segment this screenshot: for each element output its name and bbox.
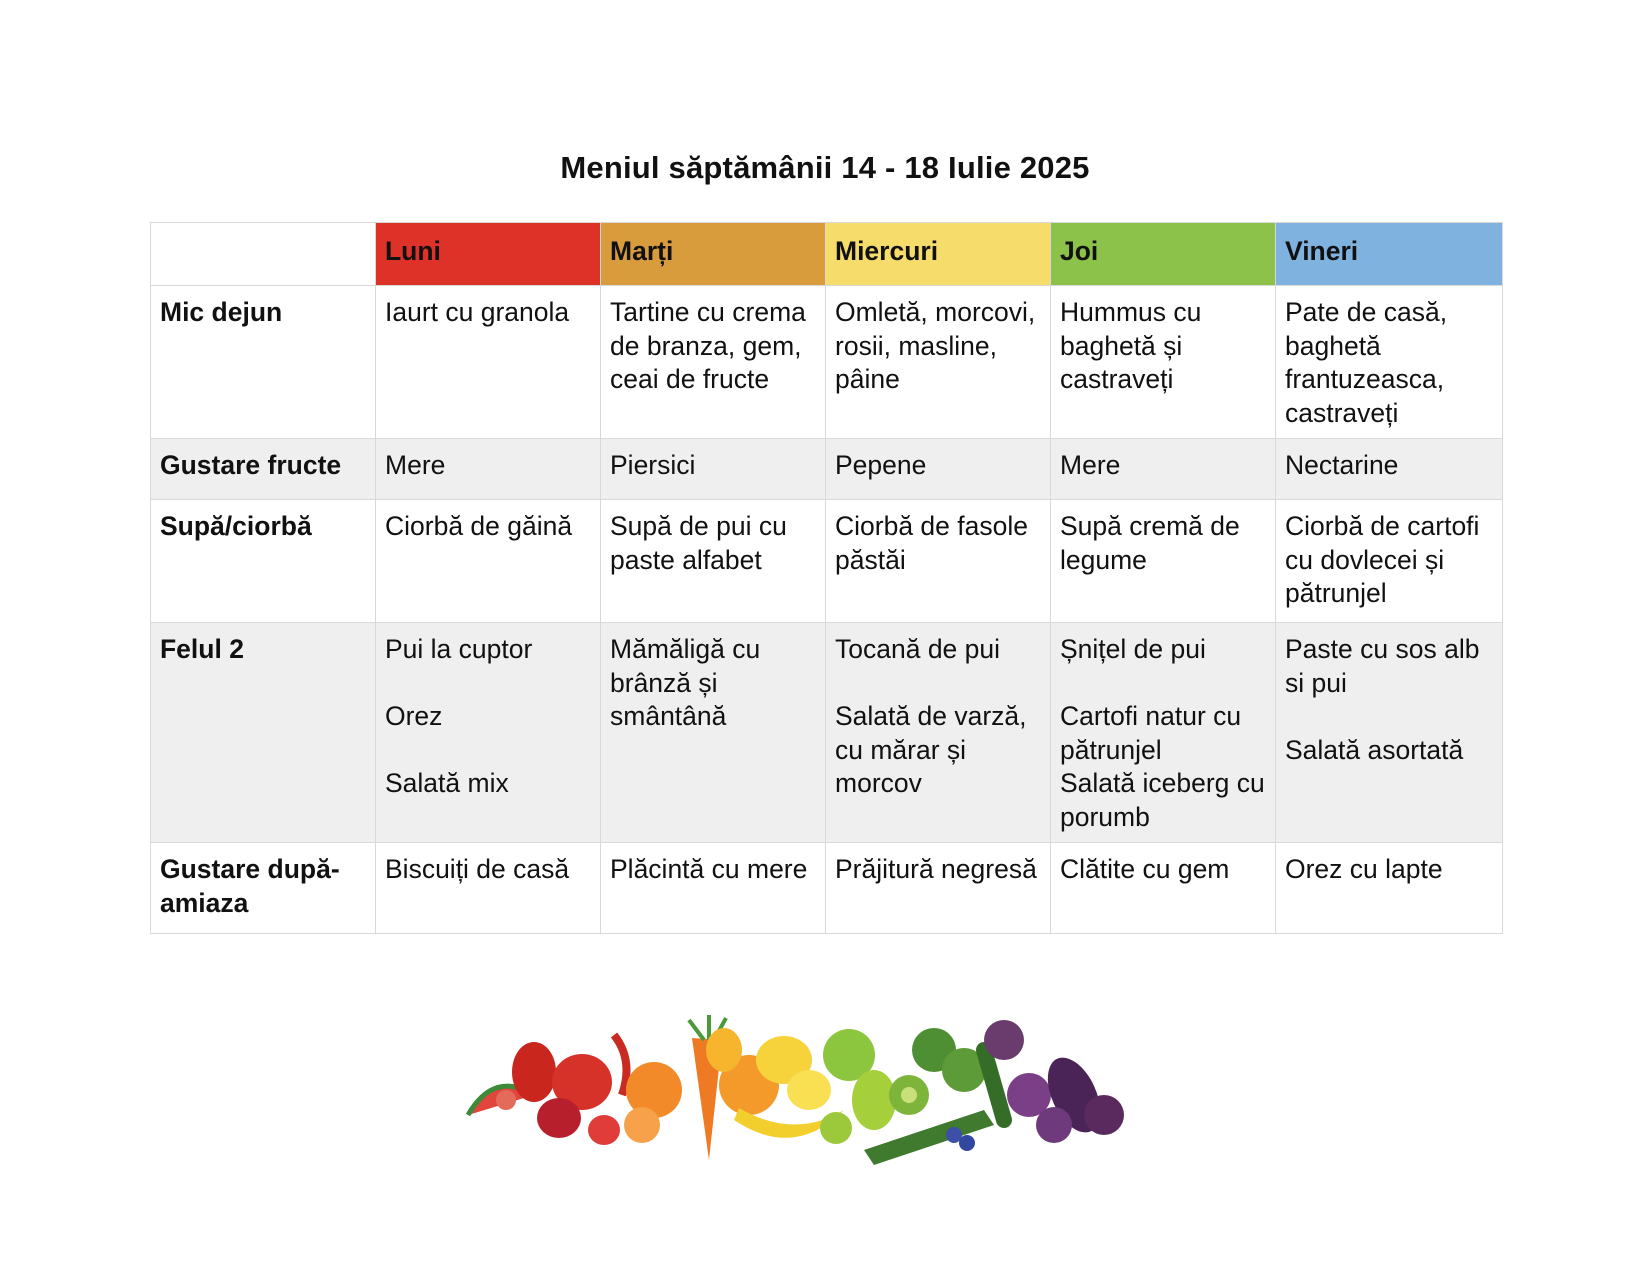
row-label: Gustare după-amiaza (151, 843, 376, 934)
menu-cell (601, 623, 826, 843)
menu-row (151, 439, 1503, 500)
menu-cell (376, 500, 601, 623)
menu-cell (376, 843, 601, 934)
menu-cell (376, 439, 601, 500)
day-header-miercuri: Miercuri (826, 223, 1051, 286)
page-title: Meniul săptămânii 14 - 18 Iulie 2025 (560, 150, 1090, 185)
day-header-marti: Marți (601, 223, 826, 286)
menu-item-text: Salată iceberg cu porumb (1060, 768, 1265, 832)
menu-item-text: Pate de casă, baghetă frantuzeasca, castraveți (1285, 297, 1448, 428)
menu-item-text: Nectarine (1285, 450, 1399, 480)
menu-row (151, 500, 1503, 623)
weekly-menu-table (150, 222, 1503, 934)
menu-item-text: Orez (385, 701, 443, 731)
menu-cell (601, 500, 826, 623)
menu-item-text: Plăcintă cu mere (610, 854, 808, 884)
fruits-vegetables-image (464, 1000, 1130, 1170)
menu-body (151, 286, 1503, 934)
row-label: Gustare fructe (151, 439, 376, 500)
menu-item-text: Salată asortată (1285, 734, 1464, 765)
menu-item-text: Paste cu sos alb si pui (1285, 634, 1480, 698)
menu-item-text: Supă de pui cu paste alfabet (610, 511, 787, 575)
menu-cell (1051, 439, 1276, 500)
menu-item-text (385, 734, 592, 768)
menu-item-text: Ciorbă de găină (385, 511, 573, 541)
menu-row (151, 843, 1503, 934)
day-header-joi: Joi (1051, 223, 1276, 286)
menu-item-text: Șnițel de pui (1060, 634, 1206, 664)
menu-cell (1276, 623, 1503, 843)
menu-item-text: Pui la cuptor (385, 634, 533, 664)
menu-item-text: Biscuiți de casă (385, 854, 570, 884)
menu-item-text: Mere (385, 450, 446, 480)
menu-item-text: Prăjitură negresă (835, 854, 1037, 884)
menu-item-text: Piersici (610, 450, 696, 480)
menu-item-text: Omletă, morcovi, rosii, masline, pâine (835, 297, 1036, 394)
menu-item-text: Tartine cu crema de branza, gem, ceai de fructe (610, 297, 806, 394)
menu-row (151, 286, 1503, 439)
menu-item-text (1060, 667, 1267, 701)
menu-cell (1051, 286, 1276, 439)
day-header-row (151, 223, 1503, 286)
menu-item-text (835, 667, 1042, 701)
menu-cell (826, 843, 1051, 934)
menu-item-text: Salată de varză, cu mărar și morcov (835, 701, 1027, 798)
menu-row (151, 623, 1503, 843)
menu-cell (601, 286, 826, 439)
menu-cell (1276, 286, 1503, 439)
menu-item-text: Supă cremă de legume (1060, 511, 1240, 575)
menu-item-text: Ciorbă de cartofi cu dovlecei și pătrunjel (1285, 511, 1480, 608)
row-label: Mic dejun (151, 286, 376, 439)
menu-item-text: Clătite cu gem (1060, 854, 1230, 884)
menu-item-text: Cartofi natur cu pătrunjel (1060, 701, 1242, 765)
menu-cell (601, 439, 826, 500)
menu-cell (376, 286, 601, 439)
menu-cell (826, 439, 1051, 500)
menu-item-text: Iaurt cu granola (385, 297, 570, 327)
menu-item-text: Salată mix (385, 768, 509, 798)
day-header-vineri: Vineri (1276, 223, 1503, 286)
menu-cell (826, 286, 1051, 439)
menu-item-text (1285, 700, 1494, 734)
menu-item-text: Orez cu lapte (1285, 854, 1443, 884)
menu-cell (1276, 500, 1503, 623)
menu-cell (601, 843, 826, 934)
menu-item-text: Ciorbă de fasole păstăi (835, 511, 1028, 575)
menu-item-text: Hummus cu baghetă și castraveți (1060, 297, 1202, 394)
menu-cell (1051, 500, 1276, 623)
menu-cell (826, 623, 1051, 843)
menu-cell (376, 623, 601, 843)
row-label: Felul 2 (151, 623, 376, 843)
menu-item-text: Tocană de pui (835, 634, 1001, 664)
day-header-luni: Luni (376, 223, 601, 286)
menu-cell (1051, 843, 1276, 934)
menu-cell (1276, 843, 1503, 934)
header-corner-cell (151, 223, 376, 286)
menu-item-text: Mere (1060, 450, 1121, 480)
menu-cell (826, 500, 1051, 623)
menu-item-text: Pepene (835, 450, 927, 480)
menu-item-text: Mămăligă cu brânză și smântână (610, 634, 761, 731)
row-label: Supă/ciorbă (151, 500, 376, 623)
menu-item-text (385, 667, 592, 701)
menu-cell (1051, 623, 1276, 843)
menu-cell (1276, 439, 1503, 500)
